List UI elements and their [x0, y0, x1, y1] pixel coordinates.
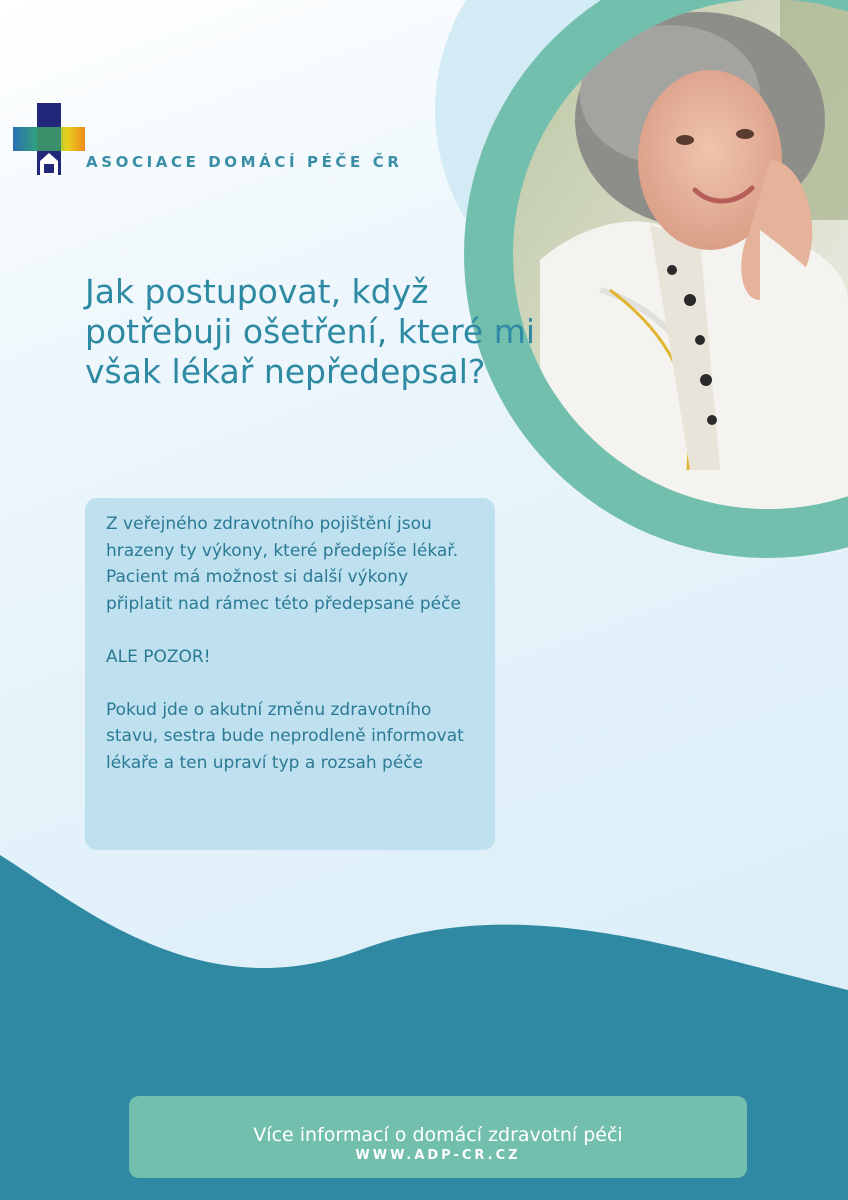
info-paragraph-1: Z veřejného zdravotního pojištění jsou hrazeny ty výkony, které předepíše lékař. Pacient má možnost si další výkony připlatit nad rámec této předepsané péče — [106, 514, 461, 614]
info-warning: ALE POZOR! — [106, 646, 211, 667]
website-link[interactable]: WWW.ADP-CR.CZ — [355, 1148, 521, 1163]
organization-name: ASOCIACE DOMÁCÍ PÉČE ČR — [86, 153, 403, 171]
info-card — [85, 498, 495, 850]
cta-banner[interactable] — [129, 1096, 747, 1178]
cta-text: Více informací o domácí zdravotní péči — [253, 1124, 623, 1146]
headline: Jak postupovat, když potřebuji ošetření, které mi však lékař nepředepsal? — [85, 272, 536, 391]
info-paragraph-3: Pokud jde o akutní změnu zdravotního stavu, sestra bude neprodleně informovat lékaře a ten upraví typ a rozsah péče — [106, 699, 464, 773]
logo-icon — [13, 103, 85, 175]
